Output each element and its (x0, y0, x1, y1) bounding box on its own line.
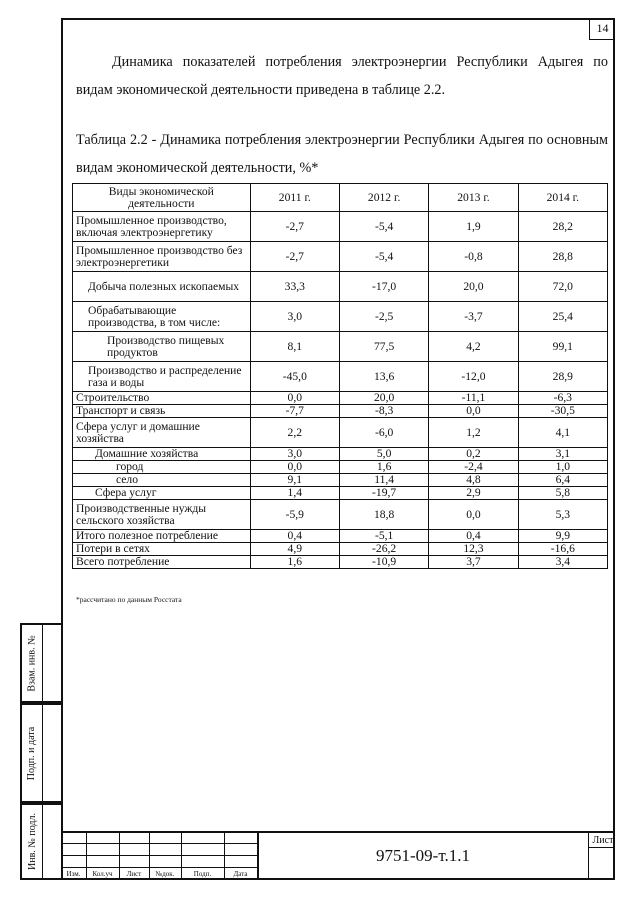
table-header: 2013 г. (429, 184, 518, 212)
cell-value: 0,0 (429, 405, 518, 418)
cell-value: 99,1 (518, 332, 607, 362)
row-label: Итого полезное потребление (73, 530, 251, 543)
cell-value: 1,2 (429, 418, 518, 448)
row-label: Производство пищевых продуктов (73, 332, 251, 362)
row-label: Сфера услуг и домашние хозяйства (73, 418, 251, 448)
row-label: Домашние хозяйства (73, 448, 251, 461)
side-stamp-podp (20, 703, 61, 803)
cell-value: 1,4 (250, 487, 339, 500)
cell-value: 8,1 (250, 332, 339, 362)
cell-value: -2,7 (250, 212, 339, 242)
cell-value: 0,0 (429, 500, 518, 530)
row-label: Производственные нужды сельского хозяйства (73, 500, 251, 530)
cell-value: -6,0 (339, 418, 428, 448)
cell-value: 20,0 (339, 392, 428, 405)
table-row (73, 212, 608, 242)
cell-value: -3,7 (429, 302, 518, 332)
title-header-kol-uch: Кол.уч (92, 870, 113, 878)
consumption-table (72, 183, 608, 569)
table-row (73, 418, 608, 448)
cell-value: 18,8 (339, 500, 428, 530)
row-label: Производство и распределение газа и воды (73, 362, 251, 392)
cell-value: 9,1 (250, 474, 339, 487)
sheet-label: Лист (592, 835, 614, 846)
table-row (73, 302, 608, 332)
table-row (73, 242, 608, 272)
cell-value: 1,6 (339, 461, 428, 474)
cell-value: 0,4 (250, 530, 339, 543)
cell-value: -2,5 (339, 302, 428, 332)
table-header: 2014 г. (518, 184, 607, 212)
cell-value: 20,0 (429, 272, 518, 302)
side-stamp-inv (20, 803, 61, 880)
title-block (61, 831, 615, 880)
cell-value: 72,0 (518, 272, 607, 302)
cell-value: -5,4 (339, 242, 428, 272)
cell-value: -6,3 (518, 392, 607, 405)
intro-paragraph: Динамика показателей потребления электроэнергии Республики Адыгея по видам экономической деятельности приведена в таблице 2.2. (76, 54, 608, 98)
cell-value: 1,0 (518, 461, 607, 474)
cell-value: -30,5 (518, 405, 607, 418)
cell-value: 3,1 (518, 448, 607, 461)
row-label: село (73, 474, 251, 487)
cell-value: 0,0 (250, 392, 339, 405)
title-header-list: Лист (126, 870, 142, 878)
cell-value: 0,2 (429, 448, 518, 461)
cell-value: -8,3 (339, 405, 428, 418)
table-row (73, 362, 608, 392)
side-label-vzam-inv: Взам. инв. № (26, 634, 38, 692)
cell-value: 4,2 (429, 332, 518, 362)
cell-value: 6,4 (518, 474, 607, 487)
cell-value: 3,0 (250, 302, 339, 332)
cell-value: 3,0 (250, 448, 339, 461)
cell-value: 1,6 (250, 556, 339, 569)
cell-value: 11,4 (339, 474, 428, 487)
title-header-izm: Изм. (66, 870, 81, 878)
table-row (73, 461, 608, 474)
cell-value: 4,9 (250, 543, 339, 556)
cell-value: 33,3 (250, 272, 339, 302)
table-caption: Таблица 2.2 - Динамика потребления электроэнергии Республики Адыгея по основным видам экономической деятельности, %* (76, 132, 608, 176)
row-label: город (73, 461, 251, 474)
table-row (73, 487, 608, 500)
title-header-ndok: №док. (155, 870, 175, 878)
table-row (73, 448, 608, 461)
cell-value: -0,8 (429, 242, 518, 272)
cell-value: 4,8 (429, 474, 518, 487)
cell-value: 9,9 (518, 530, 607, 543)
cell-value: -5,4 (339, 212, 428, 242)
footnote: *рассчитано по данным Росстата (76, 595, 182, 604)
cell-value: -12,0 (429, 362, 518, 392)
side-label-inv-podl: Инв. № подл. (26, 813, 38, 870)
cell-value: 5,3 (518, 500, 607, 530)
table-row (73, 530, 608, 543)
cell-value: -7,7 (250, 405, 339, 418)
cell-value: 12,3 (429, 543, 518, 556)
title-header-data: Дата (233, 870, 248, 878)
row-label: Транспорт и связь (73, 405, 251, 418)
cell-value: -26,2 (339, 543, 428, 556)
cell-value: 28,9 (518, 362, 607, 392)
cell-value: -2,4 (429, 461, 518, 474)
table-row (73, 332, 608, 362)
cell-value: 0,4 (429, 530, 518, 543)
row-label: Обрабатывающие производства, в том числе: (73, 302, 251, 332)
cell-value: 28,8 (518, 242, 607, 272)
row-label: Добыча полезных ископаемых (73, 272, 251, 302)
table-header: 2011 г. (250, 184, 339, 212)
cell-value: 5,0 (339, 448, 428, 461)
cell-value: 0,0 (250, 461, 339, 474)
document-number: 9751-09-т.1.1 (376, 845, 470, 865)
cell-value: -10,9 (339, 556, 428, 569)
cell-value: 4,1 (518, 418, 607, 448)
page-number: 14 (589, 18, 615, 40)
title-header-podp: Подп. (193, 870, 212, 878)
cell-value: -17,0 (339, 272, 428, 302)
table-header: 2012 г. (339, 184, 428, 212)
cell-value: 25,4 (518, 302, 607, 332)
row-label: Сфера услуг (73, 487, 251, 500)
table-row (73, 405, 608, 418)
cell-value: 3,7 (429, 556, 518, 569)
row-label: Промышленное производство без электроэнергетики (73, 242, 251, 272)
row-label: Промышленное производство, включая электроэнергетику (73, 212, 251, 242)
cell-value: -16,6 (518, 543, 607, 556)
cell-value: -5,1 (339, 530, 428, 543)
row-label: Строительство (73, 392, 251, 405)
cell-value: -11,1 (429, 392, 518, 405)
side-label-podp-data: Подп. и дата (26, 726, 38, 780)
table-header-row (73, 184, 608, 212)
table-row (73, 500, 608, 530)
cell-value: 2,9 (429, 487, 518, 500)
table-row (73, 556, 608, 569)
cell-value: -5,9 (250, 500, 339, 530)
cell-value: 1,9 (429, 212, 518, 242)
cell-value: 77,5 (339, 332, 428, 362)
cell-value: 2,2 (250, 418, 339, 448)
row-label: Всего потребление (73, 556, 251, 569)
table-header: Виды экономической деятельности (73, 184, 251, 212)
cell-value: 5,8 (518, 487, 607, 500)
cell-value: 13,6 (339, 362, 428, 392)
table-row (73, 392, 608, 405)
table-row (73, 543, 608, 556)
cell-value: -19,7 (339, 487, 428, 500)
cell-value: 3,4 (518, 556, 607, 569)
side-stamp-vzam (20, 623, 61, 703)
cell-value: -2,7 (250, 242, 339, 272)
cell-value: -45,0 (250, 362, 339, 392)
cell-value: 28,2 (518, 212, 607, 242)
row-label: Потери в сетях (73, 543, 251, 556)
table-row (73, 272, 608, 302)
table-row (73, 474, 608, 487)
